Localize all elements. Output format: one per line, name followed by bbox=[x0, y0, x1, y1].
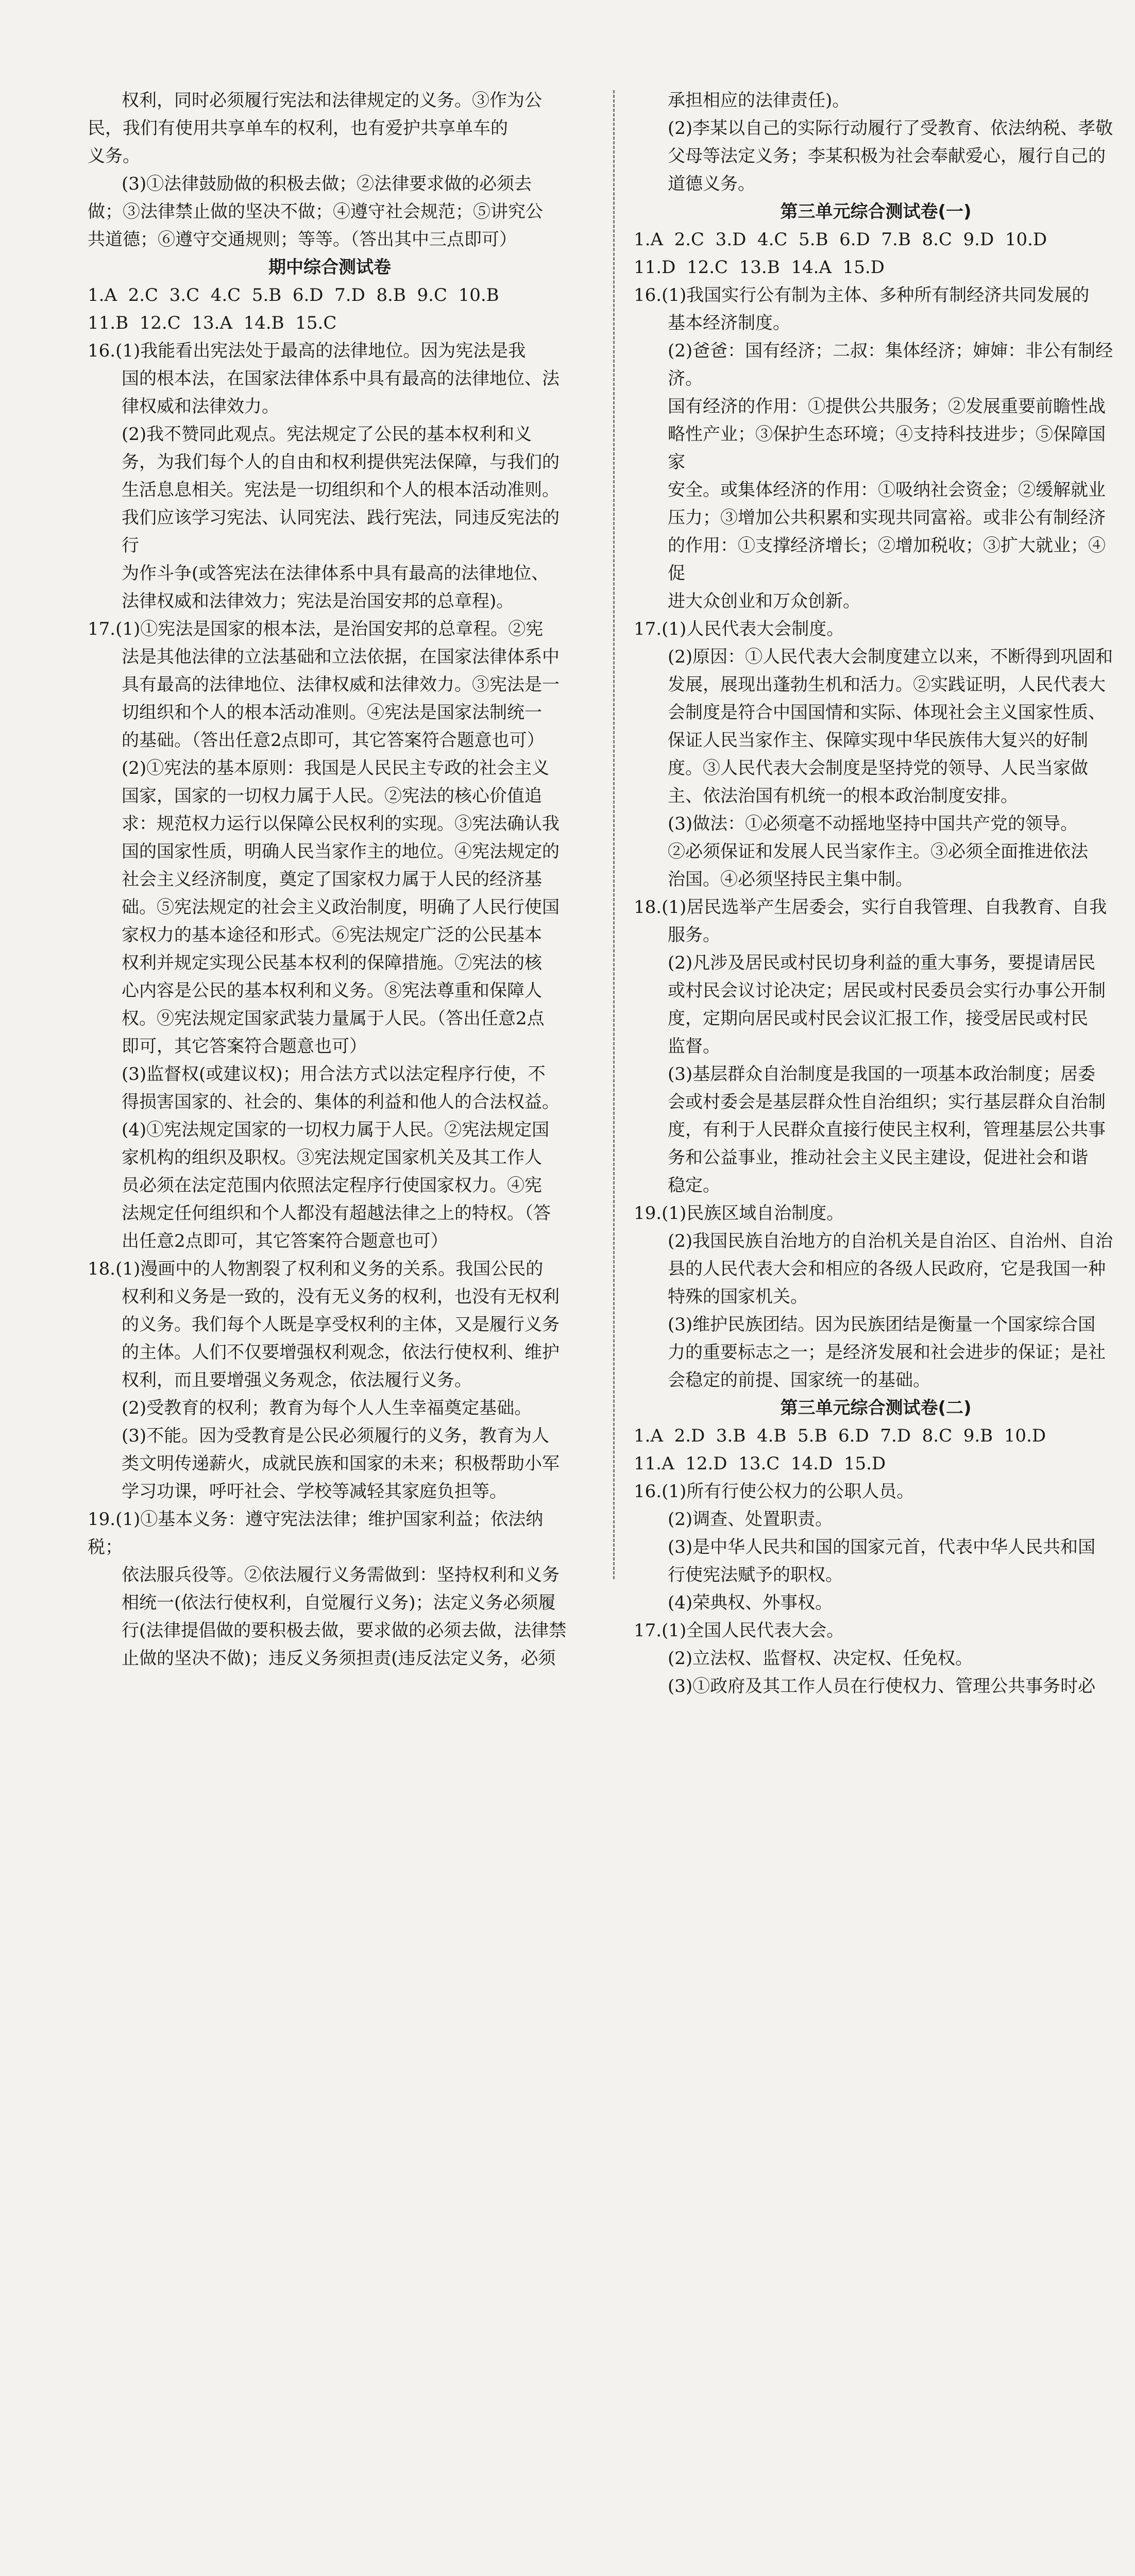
text-line: 家权力的基本途径和形式。⑥宪法规定广泛的公民基本 bbox=[122, 925, 542, 945]
text-line: 治国。④必须坚持民主集中制。 bbox=[668, 869, 913, 890]
text-line: 主、依法治国有机统一的根本政治制度安排。 bbox=[668, 786, 1018, 806]
text-line: 力的重要标志之一；是经济发展和社会进步的保证；是社 bbox=[668, 1342, 1106, 1363]
text-line: 16.(1)我国实行公有制为主体、多种所有制经济共同发展的 bbox=[634, 285, 1090, 306]
text-line: (2)我国民族自治地方的自治机关是自治区、自治州、自治 bbox=[668, 1231, 1113, 1251]
text-line: 度，定期向居民或村民会议汇报工作，接受居民或村民 bbox=[668, 1008, 1088, 1029]
text-line: (4)①宪法规定国家的一切权力属于人民。②宪法规定国 bbox=[122, 1120, 550, 1140]
text-line: 得损害国家的、社会的、集体的利益和他人的合法权益。 bbox=[122, 1092, 560, 1112]
multiple-choice-answers: 11.D 12.C 13.B 14.A 15.D bbox=[634, 257, 885, 278]
text-line: 国的根本法，在国家法律体系中具有最高的法律地位、法 bbox=[122, 368, 560, 389]
text-line: 行(法律提倡做的要积极去做，要求做的必须去做，法律禁 bbox=[122, 1620, 567, 1641]
text-line: (3)基层群众自治制度是我国的一项基本政治制度；居委 bbox=[668, 1064, 1096, 1084]
text-line: 义务。 bbox=[88, 146, 140, 166]
question-16 bbox=[634, 281, 1118, 615]
text-line: 务，为我们每个人的自由和权利提供宪法保障，与我们的 bbox=[122, 452, 560, 472]
text-line: 我们应该学习宪法、认同宪法、践行宪法，同违反宪法的行 bbox=[122, 507, 560, 556]
text-line: (3)①法律鼓励做的积极去做；②法律要求做的必须去 bbox=[122, 174, 532, 194]
column-divider bbox=[613, 90, 615, 1579]
text-line: 或村民会议讨论决定；居民或村民委员会实行办事公开制 bbox=[668, 980, 1106, 1001]
text-line: 依法服兵役等。②依法履行义务需做到：坚持权利和义务 bbox=[122, 1565, 560, 1585]
text-line: 社会主义经济制度，奠定了国家权力属于人民的经济基 bbox=[122, 869, 542, 890]
text-line: (2)凡涉及居民或村民切身利益的重大事务，要提请居民 bbox=[668, 953, 1096, 973]
text-line: 权利，同时必须履行宪法和法律规定的义务。③作为公 bbox=[122, 90, 542, 111]
text-line: 道德义务。 bbox=[668, 174, 755, 194]
text-line: 家机构的组织及职权。③宪法规定国家机关及其工作人 bbox=[122, 1147, 542, 1168]
question-19 bbox=[634, 1199, 1118, 1394]
text-line: 法规定任何组织和个人都没有超越法律之上的特权。（答 bbox=[122, 1203, 551, 1224]
text-line: 心内容是公民的基本权利和义务。⑧宪法尊重和保障人 bbox=[122, 980, 542, 1001]
text-line: 权利和义务是一致的，没有无义务的权利，也没有无权利 bbox=[122, 1286, 560, 1307]
text-line: 生活息息相关。宪法是一切组织和个人的根本活动准则。 bbox=[122, 480, 560, 500]
multiple-choice-answers: 1.A 2.D 3.B 4.B 5.B 6.D 7.D 8.C 9.B 10.D bbox=[634, 1426, 1046, 1446]
text-line: 权利，而且要增强义务观念，依法履行义务。 bbox=[122, 1370, 472, 1391]
continued-answer bbox=[88, 87, 572, 253]
text-line: (4)荣典权、外事权。 bbox=[668, 1592, 833, 1613]
text-line: 17.(1)人民代表大会制度。 bbox=[634, 619, 844, 639]
text-line: 法律权威和法律效力；宪法是治国安邦的总章程)。 bbox=[122, 591, 514, 612]
text-line: 学习功课，呼吁社会、学校等减轻其家庭负担等。 bbox=[122, 1481, 507, 1502]
text-line: 度。③人民代表大会制度是坚持党的领导、人民当家做 bbox=[668, 758, 1088, 778]
text-line: 度，有利于人民群众直接行使民主权利，管理基层公共事 bbox=[668, 1120, 1106, 1140]
text-line: 18.(1)漫画中的人物割裂了权利和义务的关系。我国公民的 bbox=[88, 1259, 544, 1279]
text-line: (3)不能。因为受教育是公民必须履行的义务，教育为人 bbox=[122, 1426, 550, 1446]
text-line: 会制度是符合中国国情和实际、体现社会主义国家性质、 bbox=[668, 702, 1106, 723]
question-17 bbox=[634, 1617, 1118, 1700]
text-line: 具有最高的法律地位、法律权威和法律效力。③宪法是一 bbox=[122, 674, 560, 695]
text-line: (2)李某以自己的实际行动履行了受教育、依法纳税、孝敬 bbox=[668, 118, 1113, 139]
text-line: 的作用：①支撑经济增长；②增加税收；③扩大就业；④促 bbox=[668, 535, 1106, 584]
page-footer bbox=[0, 1561, 1135, 1623]
text-line: (3)监督权(或建议权)；用合法方式以法定程序行使，不 bbox=[122, 1064, 546, 1084]
text-line: 发展，展现出蓬勃生机和活力。②实践证明，人民代表大 bbox=[668, 674, 1106, 695]
multiple-choice-answers: 11.B 12.C 13.A 14.B 15.C bbox=[88, 313, 337, 333]
continued-answer bbox=[634, 87, 1118, 198]
text-line: 基本经济制度。 bbox=[668, 313, 790, 333]
text-line: 止做的坚决不做)；违反义务须担责(违反法定义务，必须 bbox=[122, 1648, 556, 1669]
text-line: 律权威和法律效力。 bbox=[122, 396, 279, 417]
text-line: (2)调查、处置职责。 bbox=[668, 1509, 833, 1530]
question-17 bbox=[634, 615, 1118, 893]
multiple-choice-answers: 11.A 12.D 13.C 14.D 15.D bbox=[634, 1453, 886, 1474]
text-line: 的主体。人们不仅要增强权利观念，依法行使权利、维护 bbox=[122, 1342, 560, 1363]
text-line: 监督。 bbox=[668, 1036, 720, 1057]
text-line: (2)原因：①人民代表大会制度建立以来，不断得到巩固和 bbox=[668, 647, 1113, 667]
text-line: 切组织和个人的根本活动准则。④宪法是国家法制统一 bbox=[122, 702, 542, 723]
text-line: 即可，其它答案符合题意也可） bbox=[122, 1036, 367, 1057]
text-line: (3)是中华人民共和国的国家元首，代表中华人民共和国 bbox=[668, 1537, 1096, 1557]
multiple-choice-answers: 1.A 2.C 3.D 4.C 5.B 6.D 7.B 8.C 9.D 10.D bbox=[634, 229, 1047, 250]
section-title-midterm: 期中综合测试卷 bbox=[268, 257, 391, 278]
text-line: (2)爸爸：国有经济；二叔：集体经济；婶婶：非公有制经济。 bbox=[668, 341, 1113, 389]
text-line: 会或村委会是基层群众性自治组织；实行基层群众自治制 bbox=[668, 1092, 1106, 1112]
text-line: (2)①宪法的基本原则：我国是人民民主专政的社会主义 bbox=[122, 758, 550, 778]
text-line: 压力；③增加公共积累和实现共同富裕。或非公有制经济 bbox=[668, 507, 1106, 528]
text-line: ②必须保证和发展人民当家作主。③必须全面推进依法 bbox=[668, 841, 1088, 862]
text-line: 类文明传递薪火，成就民族和国家的未来；积极帮助小军 bbox=[122, 1453, 560, 1474]
text-line: 础。⑤宪法规定的社会主义政治制度，明确了人民行使国 bbox=[122, 897, 560, 918]
text-line: 17.(1)全国人民代表大会。 bbox=[634, 1620, 844, 1641]
text-line: (3)①政府及其工作人员在行使权力、管理公共事务时必 bbox=[668, 1676, 1096, 1697]
text-line: 16.(1)我能看出宪法处于最高的法律地位。因为宪法是我 bbox=[88, 341, 526, 361]
text-line: 19.(1)①基本义务：遵守宪法法律；维护国家利益；依法纳税； bbox=[88, 1509, 544, 1557]
text-line: 出任意2点即可，其它答案符合题意也可） bbox=[122, 1231, 448, 1251]
text-line: (3)做法：①必须毫不动摇地坚持中国共产党的领导。 bbox=[668, 814, 1078, 834]
text-line: 国有经济的作用：①提供公共服务；②发展重要前瞻性战 bbox=[668, 396, 1106, 417]
multiple-choice-answers: 1.A 2.C 3.C 4.C 5.B 6.D 7.D 8.B 9.C 10.B bbox=[88, 285, 499, 306]
text-line: (3)维护民族团结。因为民族团结是衡量一个国家综合国 bbox=[668, 1314, 1096, 1335]
text-line: 略性产业；③保护生态环境；④支持科技进步；⑤保障国家 bbox=[668, 424, 1106, 472]
left-column bbox=[88, 87, 572, 1672]
text-line: 求：规范权力运行以保障公民权利的实现。③宪法确认我 bbox=[122, 814, 560, 834]
text-line: 权。⑨宪法规定国家武装力量属于人民。（答出任意2点 bbox=[122, 1008, 545, 1029]
text-line: 进大众创业和万众创新。 bbox=[668, 591, 860, 612]
text-line: 民，我们有使用共享单车的权利，也有爱护共享单车的 bbox=[88, 118, 508, 139]
section-title-unit3-test2: 第三单元综合测试卷(二) bbox=[780, 1398, 972, 1418]
text-line: 的基础。（答出任意2点即可，其它答案符合题意也可） bbox=[122, 730, 545, 751]
text-line: 18.(1)居民选举产生居委会，实行自我管理、自我教育、自我 bbox=[634, 897, 1107, 918]
text-line: 会稳定的前提、国家统一的基础。 bbox=[668, 1370, 930, 1391]
text-line: 19.(1)民族区域自治制度。 bbox=[634, 1203, 844, 1224]
text-line: 权利并规定实现公民基本权利的保障措施。⑦宪法的核 bbox=[122, 953, 542, 973]
text-line: 务和公益事业，推动社会主义民主建设，促进社会和谐 bbox=[668, 1147, 1088, 1168]
text-line: 的义务。我们每个人既是享受权利的主体，又是履行义务 bbox=[122, 1314, 560, 1335]
text-line: 员必须在法定范围内依照法定程序行使国家权力。④宪 bbox=[122, 1175, 542, 1196]
text-line: 为作斗争(或答宪法在法律体系中具有最高的法律地位、 bbox=[122, 563, 549, 584]
text-line: 特殊的国家机关。 bbox=[668, 1286, 808, 1307]
text-line: 共道德；⑥遵守交通规则；等等。（答出其中三点即可） bbox=[88, 229, 517, 250]
question-18 bbox=[88, 1255, 572, 1505]
text-line: 行使宪法赋予的职权。 bbox=[668, 1565, 843, 1585]
text-line: 国的国家性质，明确人民当家作主的地位。④宪法规定的 bbox=[122, 841, 560, 862]
text-line: 稳定。 bbox=[668, 1175, 720, 1196]
question-18 bbox=[634, 893, 1118, 1199]
text-line: 法是其他法律的立法基础和立法依据，在国家法律体系中 bbox=[122, 647, 560, 667]
text-line: 父母等法定义务；李某积极为社会奉献爱心，履行自己的 bbox=[668, 146, 1106, 166]
text-line: 做；③法律禁止做的坚决不做；④遵守社会规范；⑤讲究公 bbox=[88, 201, 543, 222]
text-line: 承担相应的法律责任)。 bbox=[668, 90, 850, 111]
text-line: (2)立法权、监督权、决定权、任免权。 bbox=[668, 1648, 973, 1669]
text-line: 17.(1)①宪法是国家的根本法，是治国安邦的总章程。②宪 bbox=[88, 619, 544, 639]
question-16 bbox=[88, 337, 572, 615]
text-line: 县的人民代表大会和相应的各级人民政府，它是我国一种 bbox=[668, 1259, 1106, 1279]
text-line: 服务。 bbox=[668, 925, 720, 945]
text-line: 国家，国家的一切权力属于人民。②宪法的核心价值追 bbox=[122, 786, 542, 806]
text-line: 相统一(依法行使权利，自觉履行义务)；法定义务必须履 bbox=[122, 1592, 556, 1613]
right-column bbox=[634, 87, 1118, 1700]
text-line: (2)我不赞同此观点。宪法规定了公民的基本权利和义 bbox=[122, 424, 532, 445]
text-line: 安全。或集体经济的作用：①吸纳社会资金；②缓解就业 bbox=[668, 480, 1106, 500]
section-title-unit3-test1: 第三单元综合测试卷(一) bbox=[780, 201, 972, 222]
text-line: 保证人民当家作主、保障实现中华民族伟大复兴的好制 bbox=[668, 730, 1088, 751]
text-line: (2)受教育的权利；教育为每个人人生幸福奠定基础。 bbox=[122, 1398, 532, 1418]
text-line: 16.(1)所有行使公权力的公职人员。 bbox=[634, 1481, 914, 1502]
question-17 bbox=[88, 615, 572, 1255]
